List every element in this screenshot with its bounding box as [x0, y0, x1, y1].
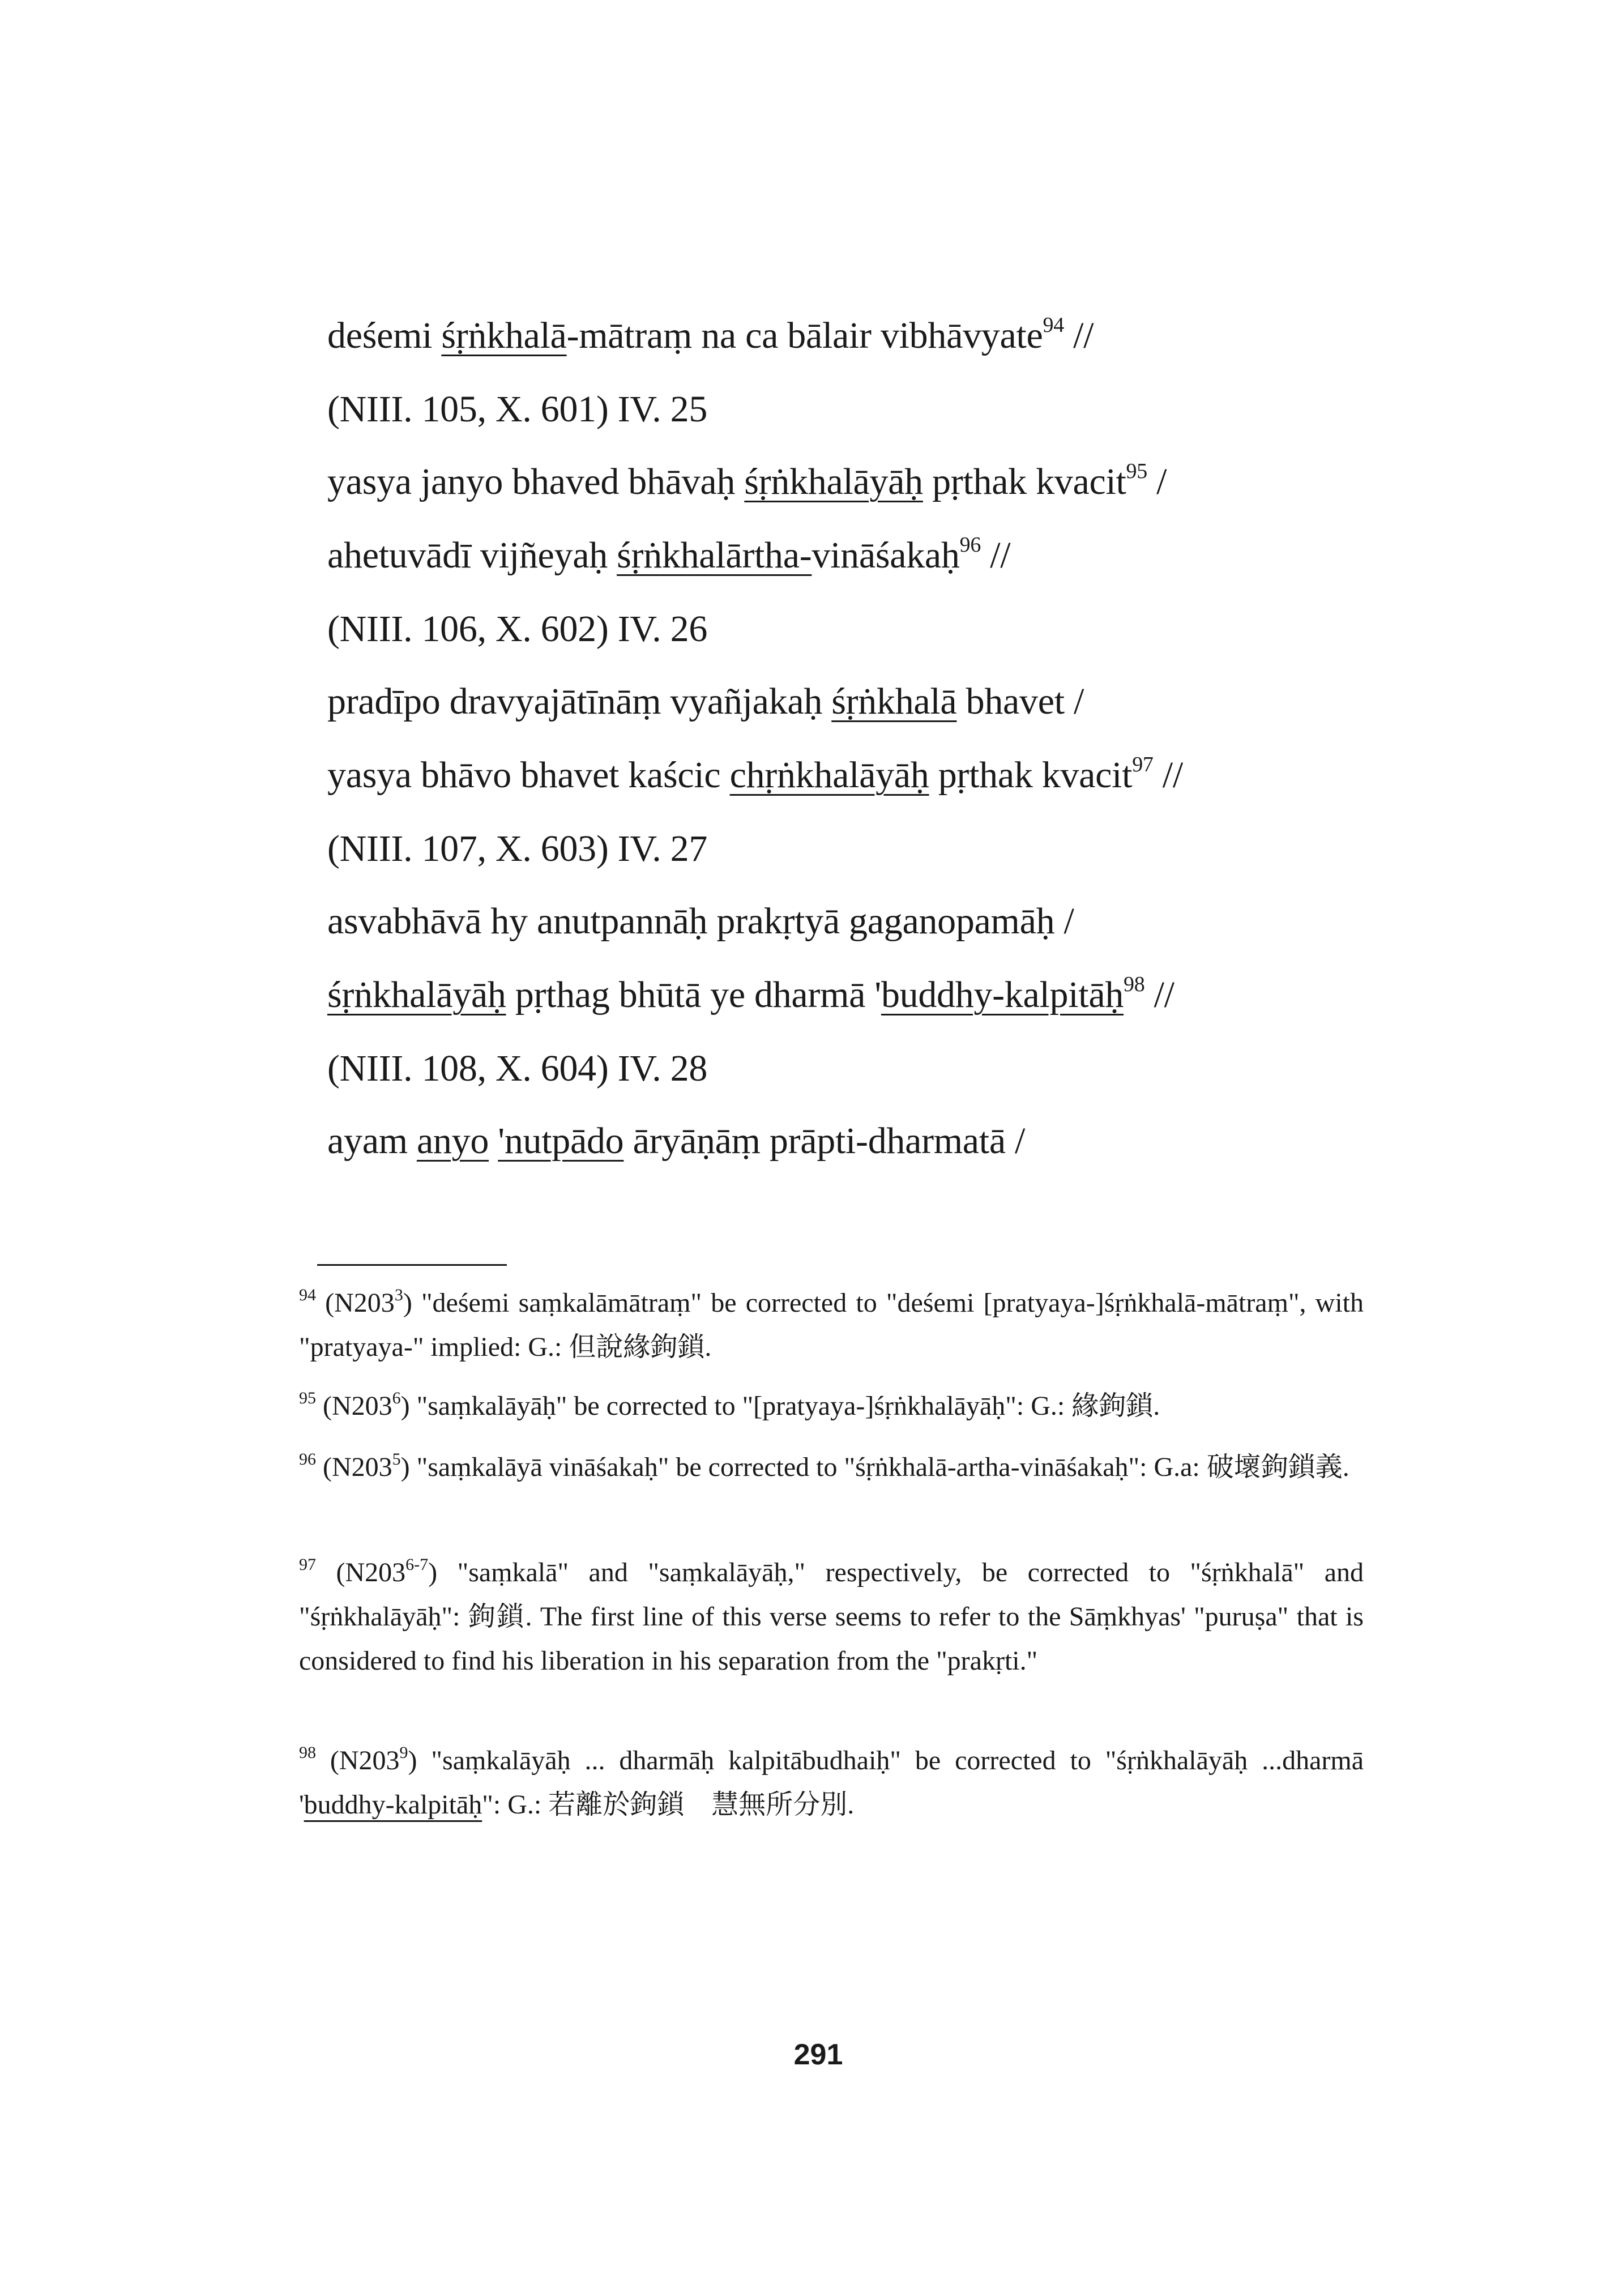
verse-line: yasya janyo bhaved bhāvaḥ śṛṅkhalāyāḥ pṛthak kvacit$^{95}$ / [327, 459, 1167, 502]
verse-line: ayam anyo 'nutpādo āryāṇāṃ prāpti-dharmatā / [327, 1120, 1026, 1162]
verse-line: asvabhāvā hy anutpannāḥ prakṛtyā gaganopamāḥ / [327, 901, 1074, 942]
verse-line: ahetuvādī vijñeyaḥ śṛṅkhalārtha-vināśakaḥ$^{96}$ // [327, 533, 1011, 576]
verse-line: deśemi śṛṅkhalā-mātraṃ na ca bālair vibhāvyate$^{94}$ // [327, 313, 1094, 356]
footnote-96: $^{96}$ $(N203^5)$ "saṃkalāyā vināśakaḥ" be corrected to "śṛṅkhalā-artha-vināśakaḥ": G.a: 破壞鉤鎖義. [299, 1450, 1349, 1482]
footnote-97: $^{97}$ (N203$^{6-7}$) "saṃkalā" and "saṃkalāyāḥ," respectively, be corrected to "śṛṅkhalā" and "śṛṅkhalāyāḥ": 鉤鎖. The first line of this verse seems to refer to the Sāṃkhyas' "puruṣa" that is considered to find his liberation in his separation from the "prakṛti." [299, 1555, 1364, 1676]
verse-line: pradīpo dravyajātīnāṃ vyañjakaḥ śṛṅkhalā bhavet / [327, 681, 1084, 722]
footnote-95: $^{95}$ $(N203^6)$ "saṃkalāyāḥ" be corrected to "[pratyaya-]śṛṅkhalāyāḥ": G.: 緣鉤鎖. [299, 1389, 1160, 1421]
verse-reference: (NIII. 106, X. 602) IV. 26 [327, 608, 708, 650]
verse-reference: (NIII. 107, X. 603) IV. 27 [327, 828, 708, 869]
verse-line: śṛṅkhalāyāḥ pṛthag bhūtā ye dharmā 'buddhy-kalpitāḥ$^{98}$ // [327, 972, 1174, 1015]
footnote-94: $^{94}$ $(N203^3)$ "deśemi saṃkalāmātraṃ" be corrected to "deśemi [pratyaya-]śṛṅkhalā-mātraṃ", with "pratyaya-" implied: G.: 但說緣鉤鎖. [299, 1286, 1364, 1362]
page-number: 291 [793, 2038, 843, 2071]
verse-reference: (NIII. 105, X. 601) IV. 25 [327, 389, 708, 430]
footnote-98: $^{98}$ $(N203^9)$ "saṃkalāyāḥ ... dharmāḥ kalpitābudhaiḥ" be corrected to "śṛṅkhalāyāḥ ...dharmā 'buddhy-kalpitāḥ": G.: 若離於鉤鎖 慧無所分別. [299, 1743, 1364, 1820]
verse-reference: (NIII. 108, X. 604) IV. 28 [327, 1048, 708, 1089]
footnote-separator [317, 1264, 507, 1266]
verse-line: yasya bhāvo bhavet kaścic chṛṅkhalāyāḥ pṛthak kvacit$^{97}$ // [327, 753, 1183, 796]
